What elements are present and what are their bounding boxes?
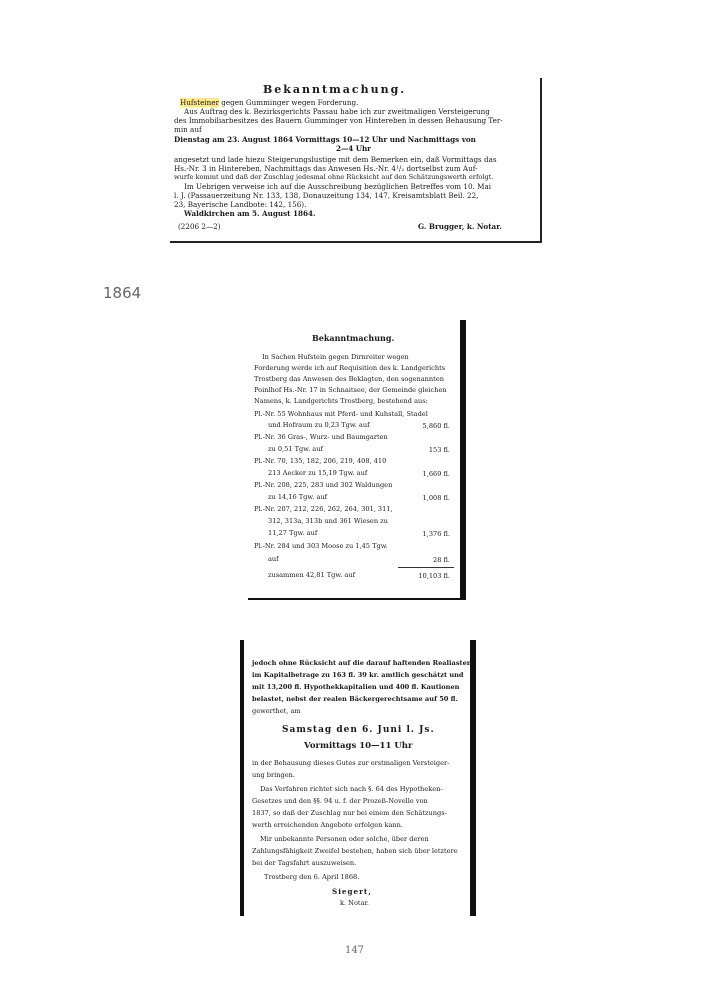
clip3-text-line: mit 13,200 fl. Hypothekkapitalien und 400 fl. Kautionen (252, 683, 460, 691)
item-line: 312, 313a, 313b und 361 Wiesen zu (268, 517, 388, 525)
clip1-date-line: Dienstag am 23. August 1864 Vormittags 10—12 Uhr und Nachmittags von (174, 135, 476, 144)
clip3-signer: Siegert, (332, 887, 372, 896)
clip1-text-line: Aus Auftrag des k. Bezirksgerichts Passau habe ich zur zweitmaligen Versteigerung (184, 107, 490, 116)
clip3-text-line: belastet, nebst der realen Bäckergerechtsame auf 50 fl. (252, 695, 458, 703)
clip3-place-date: Trostberg den 6. April 1868. (264, 873, 360, 881)
item-amount: 1,376 fl. (422, 530, 450, 538)
item-line: zu 0,51 Tgw. auf (268, 445, 323, 453)
clip3-signer-title: k. Notar. (340, 899, 370, 907)
highlighted-word: Hufsteiner (180, 98, 220, 107)
clip1-text-line: angesetzt und lade hiezu Steigerungslustige mit dem Bemerken ein, daß Vormittags das (174, 155, 497, 164)
clip1-signer: G. Brugger, k. Notar. (418, 222, 502, 231)
item-line: Pl.-Nr. 36 Gras-, Wurz- und Baumgarten (254, 433, 388, 441)
clip1-title: Bekanntmachung. (263, 83, 407, 96)
item-line: Pl.-Nr. 208, 225, 283 und 302 Waldungen (254, 481, 393, 489)
clip1-date-line-2: 2—4 Uhr (336, 144, 371, 153)
clip3-text-line: bei der Tagsfahrt auszuweisen. (252, 859, 357, 867)
clip2-intro-line: In Sachen Hufstein gegen Dirnreiter wegen (262, 353, 409, 361)
item-amount: 1,008 fl. (422, 494, 450, 502)
clip3-text-line: jedoch ohne Rücksicht auf die darauf haftenden Realiasten (252, 659, 472, 667)
clip1-place-date: Waldkirchen am 5. August 1864. (184, 209, 316, 218)
clip3-text-line: Mir unbekannte Personen oder solche, über deren (260, 835, 429, 843)
clip1-text-line: wurfe kommt und daß der Zuschlag jedesmal ohne Rücksicht auf den Schätzungswerth erfolgt. (174, 173, 494, 181)
clip1-text-line: Hs.-Nr. 3 in Hintereben, Nachmittags das Anwesen Hs.-Nr. 4¹/₂ dortselbst zum Auf- (174, 164, 478, 173)
total-label: zusammen 42,81 Tgw. auf (268, 571, 356, 579)
item-line: Pl.-Nr. 207, 212, 226, 262, 264, 301, 311, (254, 505, 393, 513)
item-amount: 153 fl. (428, 446, 450, 454)
clip2-intro-line: Namens, k. Landgerichts Trostberg, bestehend aus: (254, 397, 428, 405)
clip3-text-line: in der Behausung dieses Gutes zur erstmaligen Versteiger- (252, 759, 450, 767)
item-line: auf (268, 555, 279, 563)
item-line: und Hofraum zu 0,23 Tgw. auf (268, 421, 370, 429)
clip1-text-line: Im Uebrigen verweise ich auf die Ausschreibung bezüglichen Betreffes vom 10. Mai (184, 182, 492, 191)
clip1-first-line: Hufsteiner gegen Gumminger wegen Forderung. (180, 98, 359, 107)
newspaper-clipping-1864 (170, 78, 542, 243)
clip2-intro-line: Poinlhof Hs.-Nr. 17 in Schnaitsee, der Gemeinde gleichen (254, 386, 447, 394)
clip3-text-line: im Kapitalbetrage zu 163 fl. 39 kr. amtlich geschätzt und (252, 671, 464, 679)
clip3-text-line: Das Verfahren richtet sich nach §. 64 des Hypotheken- (260, 785, 443, 793)
auction-time: Vormittags 10—11 Uhr (304, 741, 413, 751)
clip2-intro-line: Trostberg das Anwesen des Beklagten, den sogenannten (254, 375, 444, 383)
clip3-text-line: Zahlungsfähigkeit Zweifel bestehen, haben sich über letztere (252, 847, 458, 855)
item-amount: 28 fl. (433, 556, 450, 564)
newspaper-clipping-2 (248, 320, 466, 600)
page-number: 147 (344, 945, 365, 956)
clip1-text-line: l. J. (Passauerzeitung Nr. 133, 138, Donauzeitung 134, 147, Kreisamtsblatt Beil. 22, (174, 191, 479, 200)
newspaper-clipping-3 (240, 640, 476, 916)
clip1-text-line: 23, Bayerische Landbote: 142, 156). (174, 200, 307, 209)
clip3-text-line: Gesetzes und den §§. 94 u. f. der Prozeß-Novelle von (252, 797, 428, 805)
clip3-text-line: 1837, so daß der Zuschlag nur bei einem den Schätzungs- (252, 809, 447, 817)
sum-rule (398, 567, 454, 568)
item-line: Pl.-Nr. 284 und 303 Moose zu 1,45 Tgw. (254, 542, 388, 550)
year-label: 1864 (103, 284, 142, 302)
item-line: 213 Aecker zu 15,19 Tgw. auf (268, 469, 368, 477)
item-amount: 1,669 fl. (422, 470, 450, 478)
clip1-text-line: des Immobiliarbesitzes des Bauern Gumminger von Hintereben in dessen Behausung Ter- (174, 116, 503, 125)
item-line: Pl.-Nr. 55 Wohnhaus mit Pferd- und Kuhstall, Stadel (254, 410, 428, 418)
auction-date: Samstag den 6. Juni l. Js. (282, 725, 435, 735)
clip2-intro-line: Forderung werde ich auf Requisition des k. Landgerichts (254, 364, 446, 372)
item-line: 11,27 Tgw. auf (268, 529, 318, 537)
total-amount: 10,103 fl. (418, 572, 450, 580)
item-line: zu 14,16 Tgw. auf (268, 493, 328, 501)
clip3-text-line: gewerthet, am (252, 707, 301, 715)
clip2-title: Bekanntmachung. (312, 333, 395, 343)
clip3-text-line: ung bringen. (252, 771, 296, 779)
item-amount: 5,860 fl. (422, 422, 450, 430)
item-line: Pl.-Nr. 70, 135, 182, 206, 219, 408, 410 (254, 457, 387, 465)
clip3-text-line: werth erreichenden Angebote erfolgen kann. (252, 821, 403, 829)
clip1-text-line: min auf (174, 125, 202, 134)
clip1-reference: (2206 2—2) (178, 222, 221, 231)
